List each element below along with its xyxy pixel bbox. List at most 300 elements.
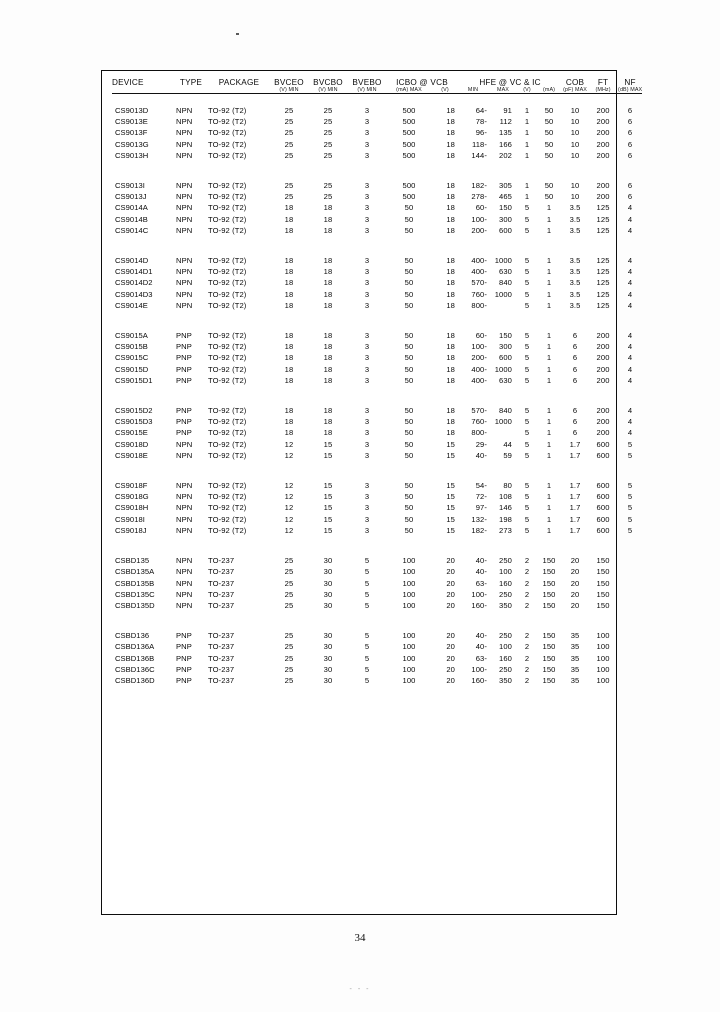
cell-bvceo: 18 — [284, 225, 294, 235]
cell-vcb: 18 — [446, 289, 455, 299]
cell-cob: 35 — [570, 631, 580, 641]
cell-package: TO-92 (T2) — [208, 514, 247, 524]
cell-cob: 20 — [570, 556, 580, 566]
cell-vcb: 18 — [446, 117, 455, 127]
cell-bvebo: 3 — [364, 481, 370, 491]
cell-ft: 600 — [596, 525, 610, 535]
cell-ft: 200 — [596, 353, 610, 363]
cell-bvceo: 25 — [284, 139, 294, 149]
cell-type: NPN — [176, 117, 193, 127]
cell-hfe-max: 146 — [499, 503, 512, 513]
cell-nf: 6 — [627, 117, 633, 127]
cell-vcb: 20 — [446, 567, 455, 577]
cell-package: TO-92 (T2) — [208, 492, 247, 502]
cell-bvcbo: 25 — [323, 117, 333, 127]
cell-bvebo: 3 — [364, 192, 370, 202]
cell-cob: 10 — [570, 192, 580, 202]
cell-nf: 4 — [627, 267, 633, 277]
cell-bvceo: 25 — [284, 600, 294, 610]
cell-device: CS9015C — [115, 353, 149, 363]
cell-package: TO-92 (T2) — [208, 450, 247, 460]
cell-bvcbo: 25 — [323, 150, 333, 160]
cell-hfe-max: 300 — [499, 342, 512, 352]
cell-type: NPN — [176, 556, 193, 566]
cell-hfe-min: 100- — [471, 214, 487, 224]
cell-hfe-min: 64- — [475, 106, 487, 115]
column-header-bvebo: BVEBO — [352, 78, 382, 87]
cell-type: NPN — [176, 450, 193, 460]
cell-hfe-min: 63- — [475, 653, 487, 663]
cell-icbo: 50 — [404, 214, 414, 224]
cell-vc: 5 — [524, 289, 530, 299]
cell-ic: 150 — [542, 642, 556, 652]
cell-icbo: 50 — [404, 353, 414, 363]
cell-vc: 5 — [524, 278, 530, 288]
cell-vc: 5 — [524, 481, 530, 491]
cell-vc: 2 — [524, 567, 530, 577]
cell-nf: 4 — [627, 364, 633, 374]
cell-vcb: 15 — [446, 450, 455, 460]
cell-bvceo: 18 — [284, 406, 294, 416]
table-row — [112, 116, 642, 127]
cell-bvebo: 5 — [364, 589, 370, 599]
table-row — [112, 364, 642, 375]
cell-nf: 5 — [627, 525, 633, 535]
cell-bvcbo: 25 — [323, 106, 333, 115]
cell-bvceo: 18 — [284, 331, 294, 341]
cell-device: CSBD136B — [115, 653, 155, 663]
cell-ic: 1 — [546, 406, 552, 416]
cell-bvebo: 3 — [364, 181, 370, 191]
cell-ft: 200 — [596, 342, 610, 352]
cell-device: CSBD135 — [115, 556, 150, 566]
cell-type: NPN — [176, 267, 193, 277]
cell-ft: 600 — [596, 439, 610, 449]
cell-nf: 4 — [627, 406, 633, 416]
cell-ic: 1 — [546, 450, 552, 460]
cell-package: TO-237 — [208, 600, 235, 610]
cell-nf: 4 — [627, 278, 633, 288]
cell-bvceo: 12 — [284, 492, 294, 502]
cell-ft: 150 — [596, 589, 610, 599]
cell-ft: 600 — [596, 503, 610, 513]
cell-icbo: 500 — [402, 128, 416, 138]
cell-ic: 1 — [546, 364, 552, 374]
cell-icbo: 50 — [404, 439, 414, 449]
table-row — [112, 330, 642, 341]
cell-ft: 200 — [596, 139, 610, 149]
cell-bvcbo: 30 — [323, 578, 333, 588]
cell-package: TO-237 — [208, 653, 235, 663]
cell-type: PNP — [176, 406, 192, 416]
cell-icbo: 100 — [402, 578, 416, 588]
cell-icbo: 50 — [404, 375, 414, 385]
cell-bvebo: 3 — [364, 128, 370, 138]
cell-hfe-max: 160 — [499, 653, 512, 663]
row-group-spacer — [112, 611, 642, 630]
cell-hfe-min: 118- — [471, 139, 487, 149]
cell-bvceo: 25 — [284, 642, 294, 652]
cell-ft: 150 — [596, 567, 610, 577]
cell-vc: 5 — [524, 267, 530, 277]
cell-cob: 1.7 — [569, 503, 581, 513]
column-header-cob: COB — [565, 78, 585, 87]
table-row — [112, 375, 642, 386]
table-row — [112, 300, 642, 311]
cell-type: PNP — [176, 675, 192, 685]
cell-nf: 6 — [627, 139, 633, 149]
cell-nf: 6 — [627, 150, 633, 160]
cell-vcb: 18 — [446, 106, 455, 115]
cell-device: CSBD136 — [115, 631, 150, 641]
cell-nf — [618, 664, 642, 675]
cell-icbo: 50 — [404, 364, 414, 374]
cell-cob: 6 — [572, 364, 578, 374]
table-row — [112, 225, 642, 236]
cell-ic: 150 — [542, 675, 556, 685]
cell-device: CS9013D — [115, 106, 149, 115]
cell-ft: 125 — [596, 289, 610, 299]
cell-hfe-min: 570- — [471, 406, 487, 416]
cell-icbo: 50 — [404, 492, 414, 502]
cell-package: TO-92 (T2) — [208, 481, 247, 491]
cell-ic: 1 — [546, 514, 552, 524]
cell-bvebo: 3 — [364, 300, 370, 310]
cell-type: NPN — [176, 525, 193, 535]
cell-hfe-max: 44 — [503, 439, 512, 449]
cell-ic: 1 — [546, 428, 552, 438]
cell-hfe-min: 160- — [471, 600, 487, 610]
cell-type: NPN — [176, 139, 193, 149]
cell-vcb: 18 — [446, 256, 455, 266]
cell-icbo: 50 — [404, 428, 414, 438]
cell-ft: 600 — [596, 481, 610, 491]
cell-ft: 150 — [596, 578, 610, 588]
cell-cob: 1.7 — [569, 525, 581, 535]
cell-cob: 10 — [570, 106, 580, 115]
cell-cob: 10 — [570, 128, 580, 138]
cell-bvcbo: 30 — [323, 600, 333, 610]
cell-ic: 1 — [546, 353, 552, 363]
cell-vc: 2 — [524, 556, 530, 566]
row-group-spacer — [112, 161, 642, 180]
cell-hfe-max: 465 — [499, 192, 512, 202]
cell-nf — [618, 600, 642, 611]
cell-cob: 3.5 — [569, 278, 581, 288]
cell-bvceo: 12 — [284, 439, 294, 449]
cell-bvcbo: 18 — [323, 225, 333, 235]
cell-package: TO-92 (T2) — [208, 331, 247, 341]
cell-device: CS9015D3 — [115, 417, 153, 427]
cell-package: TO-237 — [208, 631, 235, 641]
cell-hfe-max: 1000 — [494, 364, 512, 374]
cell-bvebo: 3 — [364, 267, 370, 277]
table-row — [112, 578, 642, 589]
cell-nf: 4 — [627, 214, 633, 224]
table-row — [112, 525, 642, 536]
cell-vc: 5 — [524, 353, 530, 363]
cell-ic: 1 — [546, 331, 552, 341]
cell-bvceo: 25 — [284, 653, 294, 663]
cell-device: CS9014D — [115, 256, 149, 266]
table-row — [112, 502, 642, 513]
cell-vcb: 15 — [446, 492, 455, 502]
cell-vcb: 20 — [446, 675, 455, 685]
cell-cob: 20 — [570, 578, 580, 588]
cell-hfe-min: 78- — [475, 117, 487, 127]
cell-ic: 50 — [544, 106, 554, 115]
cell-vcb: 15 — [446, 514, 455, 524]
row-group-spacer — [112, 461, 642, 480]
cell-vcb: 15 — [446, 439, 455, 449]
cell-bvebo: 3 — [364, 503, 370, 513]
cell-vc: 5 — [524, 214, 530, 224]
cell-icbo: 50 — [404, 514, 414, 524]
cell-ft: 125 — [596, 278, 610, 288]
cell-ic: 150 — [542, 664, 556, 674]
table-row — [112, 491, 642, 502]
cell-hfe-min: 400- — [471, 364, 487, 374]
cell-bvceo: 25 — [284, 567, 294, 577]
cell-hfe-min: 800- — [471, 428, 487, 438]
cell-ft: 200 — [596, 375, 610, 385]
cell-package: TO-92 (T2) — [208, 300, 247, 310]
cell-bvceo: 25 — [284, 181, 294, 191]
cell-vc: 5 — [524, 503, 530, 513]
cell-type: PNP — [176, 417, 192, 427]
cell-cob: 1.7 — [569, 439, 581, 449]
cell-nf: 4 — [627, 225, 633, 235]
cell-type: NPN — [176, 278, 193, 288]
cell-package: TO-92 (T2) — [208, 406, 247, 416]
cell-bvceo: 12 — [284, 514, 294, 524]
cell-cob: 6 — [572, 375, 578, 385]
cell-bvceo: 12 — [284, 450, 294, 460]
cell-cob: 10 — [570, 117, 580, 127]
cell-ic: 1 — [546, 300, 552, 310]
cell-hfe-max: 100 — [499, 567, 512, 577]
row-group-spacer — [112, 311, 642, 330]
cell-hfe-min: 400- — [471, 267, 487, 277]
cell-ft: 200 — [596, 150, 610, 160]
cell-device: CS9018I — [115, 514, 145, 524]
cell-bvcbo: 30 — [323, 642, 333, 652]
cell-ic: 1 — [546, 417, 552, 427]
cell-vc: 5 — [524, 450, 530, 460]
cell-ft: 125 — [596, 267, 610, 277]
cell-cob: 10 — [570, 139, 580, 149]
cell-device: CSBD136C — [115, 664, 155, 674]
cell-vc: 1 — [524, 192, 530, 202]
cell-bvcbo: 30 — [323, 675, 333, 685]
cell-vc: 2 — [524, 664, 530, 674]
cell-vcb: 18 — [446, 225, 455, 235]
cell-cob: 6 — [572, 331, 578, 341]
cell-nf: 4 — [627, 375, 633, 385]
cell-bvcbo: 30 — [323, 653, 333, 663]
cell-ft: 200 — [596, 364, 610, 374]
cell-hfe-min: 144- — [471, 150, 487, 160]
table-row — [112, 566, 642, 577]
cell-type: NPN — [176, 214, 193, 224]
cell-vc: 1 — [524, 139, 530, 149]
cell-bvebo: 3 — [364, 256, 370, 266]
table-row — [112, 480, 642, 491]
cell-bvcbo: 25 — [323, 139, 333, 149]
cell-bvceo: 25 — [284, 128, 294, 138]
cell-bvcbo: 15 — [323, 481, 333, 491]
cell-hfe-max: 630 — [499, 375, 512, 385]
cell-bvcbo: 18 — [323, 267, 333, 277]
cell-device: CSBD135B — [115, 578, 155, 588]
cell-ic: 150 — [542, 631, 556, 641]
cell-ic: 150 — [542, 556, 556, 566]
cell-cob: 20 — [570, 567, 580, 577]
cell-bvebo: 3 — [364, 278, 370, 288]
cell-vc: 5 — [524, 428, 530, 438]
cell-device: CS9018G — [115, 492, 149, 502]
cell-hfe-min: 63- — [475, 578, 487, 588]
cell-hfe-min: 40- — [475, 642, 487, 652]
cell-vcb: 18 — [446, 214, 455, 224]
cell-bvceo: 25 — [284, 631, 294, 641]
cell-hfe-max: 273 — [499, 525, 512, 535]
cell-bvcbo: 30 — [323, 664, 333, 674]
cell-ft: 100 — [596, 664, 610, 674]
cell-bvebo: 3 — [364, 375, 370, 385]
cell-vcb: 18 — [446, 331, 455, 341]
column-header-bvceo: BVCEO — [274, 78, 304, 87]
cell-icbo: 50 — [404, 300, 414, 310]
cell-ft: 200 — [596, 331, 610, 341]
cell-nf: 5 — [627, 492, 633, 502]
cell-package: TO-92 (T2) — [208, 225, 247, 235]
cell-hfe-max: 100 — [499, 642, 512, 652]
cell-ic: 50 — [544, 150, 554, 160]
unit-bvcbo: (V) MIN — [318, 87, 338, 93]
cell-nf — [618, 630, 642, 641]
cell-vc: 2 — [524, 578, 530, 588]
cell-ft: 125 — [596, 203, 610, 213]
cell-package: TO-92 (T2) — [208, 525, 247, 535]
cell-bvcbo: 15 — [323, 439, 333, 449]
cell-bvceo: 18 — [284, 364, 294, 374]
cell-bvebo: 5 — [364, 642, 370, 652]
column-header-bvcbo: BVCBO — [313, 78, 343, 87]
cell-hfe-max: 250 — [499, 664, 512, 674]
cell-vc: 5 — [524, 342, 530, 352]
cell-cob: 1.7 — [569, 492, 581, 502]
cell-bvcbo: 15 — [323, 525, 333, 535]
cell-icbo: 50 — [404, 203, 414, 213]
cell-device: CS9014D2 — [115, 278, 153, 288]
cell-type: NPN — [176, 600, 193, 610]
cell-vc: 2 — [524, 589, 530, 599]
cell-vcb: 15 — [446, 503, 455, 513]
cell-type: PNP — [176, 364, 192, 374]
cell-package: TO-92 (T2) — [208, 428, 247, 438]
cell-bvceo: 25 — [284, 675, 294, 685]
cell-device: CSBD135D — [115, 600, 155, 610]
cell-type: NPN — [176, 514, 193, 524]
cell-hfe-min: 54- — [475, 481, 487, 491]
cell-nf: 5 — [627, 514, 633, 524]
cell-device: CS9014A — [115, 203, 148, 213]
column-header-device: DEVICE — [112, 78, 144, 87]
cell-nf: 4 — [627, 353, 633, 363]
cell-bvceo: 12 — [284, 503, 294, 513]
cell-icbo: 100 — [402, 631, 416, 641]
cell-icbo: 50 — [404, 225, 414, 235]
table-row — [112, 180, 642, 191]
cell-type: NPN — [176, 128, 193, 138]
cell-bvceo: 18 — [284, 342, 294, 352]
cell-vc: 5 — [524, 225, 530, 235]
cell-cob: 1.7 — [569, 481, 581, 491]
cell-type: PNP — [176, 353, 192, 363]
cell-vc: 5 — [524, 331, 530, 341]
cell-hfe-max: 135 — [499, 128, 512, 138]
cell-bvceo: 25 — [284, 150, 294, 160]
cell-ic: 150 — [542, 589, 556, 599]
cell-vc: 5 — [524, 492, 530, 502]
cell-hfe-max: 198 — [499, 514, 512, 524]
cell-bvceo: 18 — [284, 375, 294, 385]
unit-bvceo: (V) MIN — [279, 87, 299, 93]
cell-icbo: 100 — [402, 589, 416, 599]
cell-bvebo: 3 — [364, 117, 370, 127]
cell-vcb: 20 — [446, 631, 455, 641]
cell-ic: 1 — [546, 481, 552, 491]
cell-cob: 6 — [572, 417, 578, 427]
cell-ft: 150 — [596, 600, 610, 610]
cell-hfe-max: 108 — [499, 492, 512, 502]
cell-nf: 4 — [627, 331, 633, 341]
table-row — [112, 653, 642, 664]
cell-bvcbo: 18 — [323, 353, 333, 363]
cell-cob: 3.5 — [569, 267, 581, 277]
cell-device: CS9014B — [115, 214, 148, 224]
cell-bvebo: 3 — [364, 492, 370, 502]
cell-vc: 2 — [524, 631, 530, 641]
cell-nf: 4 — [627, 417, 633, 427]
cell-hfe-min: 760- — [471, 417, 487, 427]
footer-mark: - - - — [349, 986, 371, 993]
cell-icbo: 50 — [404, 267, 414, 277]
cell-cob: 1.7 — [569, 514, 581, 524]
cell-type: PNP — [176, 331, 192, 341]
cell-bvcbo: 18 — [323, 406, 333, 416]
cell-device: CS9015D — [115, 364, 149, 374]
table-row — [112, 514, 642, 525]
cell-nf — [618, 589, 642, 600]
cell-bvceo: 12 — [284, 525, 294, 535]
cell-bvebo: 3 — [364, 525, 370, 535]
cell-icbo: 100 — [402, 600, 416, 610]
cell-hfe-min: 40- — [475, 567, 487, 577]
cell-ft: 150 — [596, 556, 610, 566]
cell-nf: 4 — [627, 203, 633, 213]
cell-bvebo: 5 — [364, 556, 370, 566]
cell-bvcbo: 18 — [323, 364, 333, 374]
cell-ic: 1 — [546, 342, 552, 352]
cell-ft: 125 — [596, 214, 610, 224]
cell-nf: 4 — [627, 428, 633, 438]
cell-bvcbo: 30 — [323, 556, 333, 566]
cell-hfe-max: 250 — [499, 556, 512, 566]
cell-hfe-min: 570- — [471, 278, 487, 288]
cell-icbo: 100 — [402, 664, 416, 674]
